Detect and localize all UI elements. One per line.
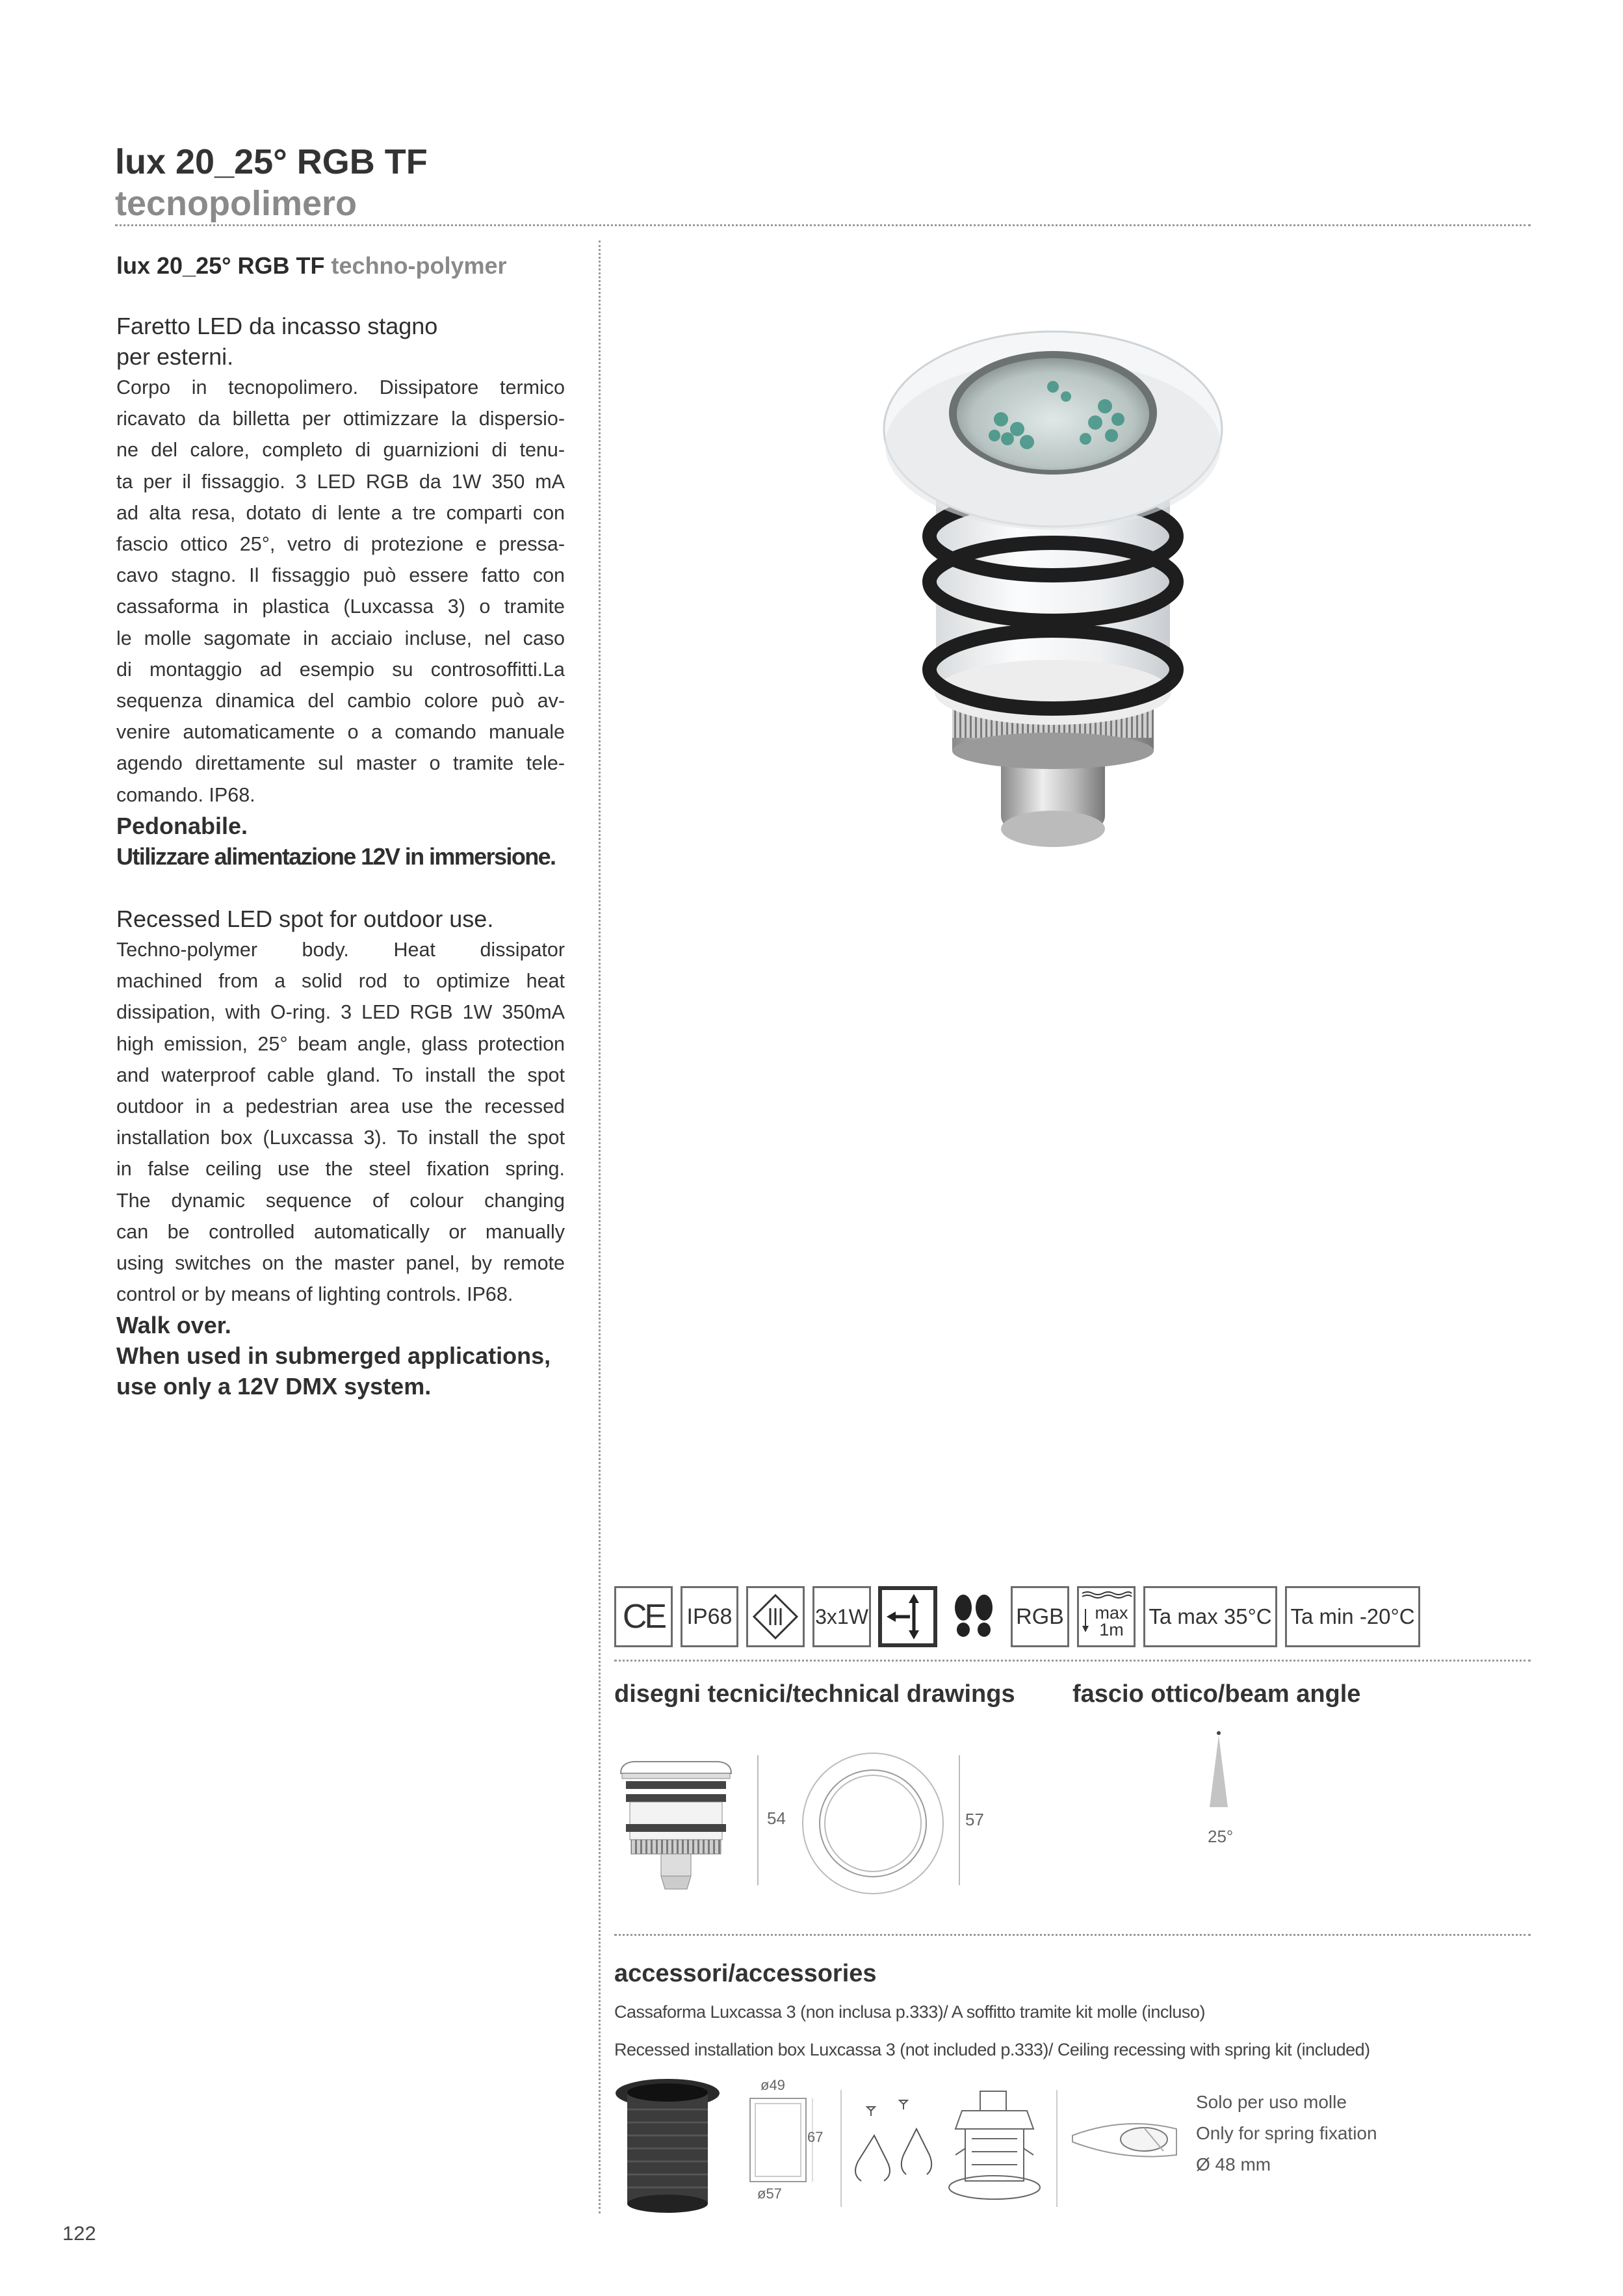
ip-rating	[681, 1586, 738, 1647]
drawing-dim-line-57	[959, 1755, 960, 1885]
rgb-text: RGB	[1016, 1604, 1064, 1629]
italian-heading-2: per esterni.	[116, 343, 234, 370]
water-wave-icon	[1081, 1591, 1133, 1598]
body-line: le molle sagomate in acciaio incluse, nel caso	[116, 627, 565, 649]
spring-kit-drawing	[838, 2083, 1063, 2213]
box-height: 67	[807, 2129, 824, 2145]
ip-rating-text: IP68	[686, 1604, 733, 1629]
diameter-dimension: 57	[965, 1810, 984, 1829]
body-line: control or by means of lighting controls. IP68.	[116, 1283, 513, 1306]
immersion-depth-icon	[1077, 1586, 1136, 1647]
english-body	[116, 934, 565, 1310]
top-view-drawing	[796, 1749, 952, 1898]
icons-divider	[614, 1660, 1531, 1662]
body-line: using switches on the master panel, by remote	[116, 1252, 565, 1275]
accessories-line-italian: Cassaforma Luxcassa 3 (non inclusa p.333)/ A soffitto tramite kit molle (incluso)	[614, 2002, 1205, 2022]
body-line: dissipation, with O-ring. 3 LED RGB 1W 350mA	[116, 1001, 565, 1024]
body-line: agendo direttamente sul master o tramite tele-	[116, 752, 565, 775]
box-bottom-diameter: ø57	[757, 2185, 782, 2202]
drawings-divider	[614, 1934, 1531, 1936]
body-line: and waterproof cable gland. To install the spot	[116, 1063, 565, 1086]
class-3-glyph	[751, 1593, 799, 1641]
ta-max-badge	[1143, 1586, 1277, 1647]
body-line: fascio ottico 25°, vetro di protezione e pressa-	[116, 533, 565, 556]
body-line: machined from a solid rod to optimize heat	[116, 970, 565, 993]
rgb-badge	[1011, 1586, 1069, 1647]
body-line: high emission, 25° beam angle, glass protection	[116, 1032, 565, 1055]
english-power-note-1: When used in submerged applications,	[116, 1342, 551, 1370]
accessories-line-english: Recessed installation box Luxcassa 3 (not included p.333)/ Ceiling recessing with spring kit (included)	[614, 2040, 1370, 2059]
body-line: venire automaticamente o a comando manuale	[116, 721, 565, 744]
ta-min-badge	[1285, 1586, 1420, 1647]
english-walkover: Walk over.	[116, 1312, 231, 1339]
box-top-diameter: ø49	[760, 2077, 785, 2093]
body-line: ricavato da billetta per ottimizzare la dispersio-	[116, 408, 565, 430]
body-line: installation box (Luxcassa 3). To install the spot	[116, 1127, 565, 1149]
luxcassa-box-photo	[614, 2077, 725, 2213]
led-power	[812, 1586, 871, 1647]
drawing-dim-line-54	[757, 1755, 759, 1885]
body-line: comando. IP68.	[116, 783, 255, 806]
footprints-glyph	[948, 1591, 1000, 1643]
italian-power-note: Utilizzare alimentazione 12V in immersione.	[116, 842, 556, 870]
body-line: can be controlled automatically or manually	[116, 1220, 565, 1243]
body-line: ta per il fissaggio. 3 LED RGB da 1W 350 mA	[116, 470, 565, 493]
beam-angle-diagram	[1199, 1729, 1238, 1814]
secondary-title-grey: techno-polymer	[331, 252, 507, 279]
max-depth-label: max	[1095, 1603, 1128, 1623]
body-line: cavo stagno. Il fissaggio può essere fatto con	[116, 564, 565, 587]
body-line: in false ceiling use the steel fixation spring.	[116, 1158, 565, 1181]
ce-mark-icon	[614, 1586, 673, 1647]
body-line: Techno-polymer body. Heat dissipator	[116, 939, 565, 961]
height-dimension: 54	[767, 1808, 786, 1828]
direction-glyph	[884, 1593, 932, 1641]
body-line: outdoor in a pedestrian area use the recessed	[116, 1095, 565, 1118]
body-line: di montaggio ad esempio su controsoffitti.La	[116, 658, 565, 681]
italian-walkover: Pedonabile.	[116, 812, 248, 839]
header-divider	[115, 224, 1531, 226]
english-description	[116, 904, 565, 1402]
secondary-title-bold: lux 20_25° RGB TF	[116, 252, 325, 279]
secondary-title	[116, 252, 507, 280]
body-line: sequenza dinamica del cambio colore può av-	[116, 690, 565, 712]
footprints-icon	[944, 1586, 1003, 1647]
italian-body	[116, 372, 565, 811]
italian-heading-1: Faretto LED da incasso stagno	[116, 313, 438, 339]
ce-mark-text: CE	[622, 1598, 665, 1636]
product-title: lux 20_25° RGB TF	[115, 142, 428, 181]
body-line: The dynamic sequence of colour changing	[116, 1189, 565, 1212]
technical-drawings-heading: disegni tecnici/technical drawings	[614, 1680, 1015, 1708]
body-line: ad alta resa, dotato di lente a tre comparti con	[116, 501, 565, 524]
english-power-note-2: use only a 12V DMX system.	[116, 1373, 432, 1400]
beam-angle-heading: fascio ottico/beam angle	[1072, 1680, 1361, 1708]
body-line: Corpo in tecnopolimero. Dissipatore termico	[116, 376, 565, 398]
product-photo	[767, 315, 1326, 900]
spring-hole-diameter: Ø 48 mm	[1196, 2154, 1271, 2174]
direction-arrows-icon	[878, 1586, 937, 1647]
ta-max-text: Ta max 35°C	[1149, 1604, 1272, 1628]
depth-arrow-icon	[1082, 1609, 1089, 1632]
body-line: cassaforma in plastica (Luxcassa 3) o tramite	[116, 595, 565, 618]
body-line: ne del calore, completo di guarnizioni di tenu-	[116, 439, 565, 462]
max-depth-value: 1m	[1099, 1620, 1124, 1639]
class-3-icon	[746, 1586, 805, 1647]
italian-description	[116, 311, 565, 872]
product-material: tecnopolimero	[115, 184, 357, 223]
spring-only-note-italian: Solo per uso molle	[1196, 2092, 1347, 2112]
english-heading: Recessed LED spot for outdoor use.	[116, 906, 494, 932]
ceiling-hole-drawing	[1066, 2109, 1183, 2168]
ta-min-text: Ta min -20°C	[1290, 1604, 1415, 1628]
column-divider	[599, 241, 601, 2213]
side-view-drawing	[614, 1755, 751, 1905]
beam-angle-value: 25°	[1208, 1827, 1234, 1846]
spring-only-note-english: Only for spring fixation	[1196, 2123, 1377, 2143]
led-power-text: 3x1W	[815, 1604, 868, 1628]
page-number: 122	[62, 2222, 96, 2245]
accessories-heading: accessori/accessories	[614, 1960, 877, 1987]
